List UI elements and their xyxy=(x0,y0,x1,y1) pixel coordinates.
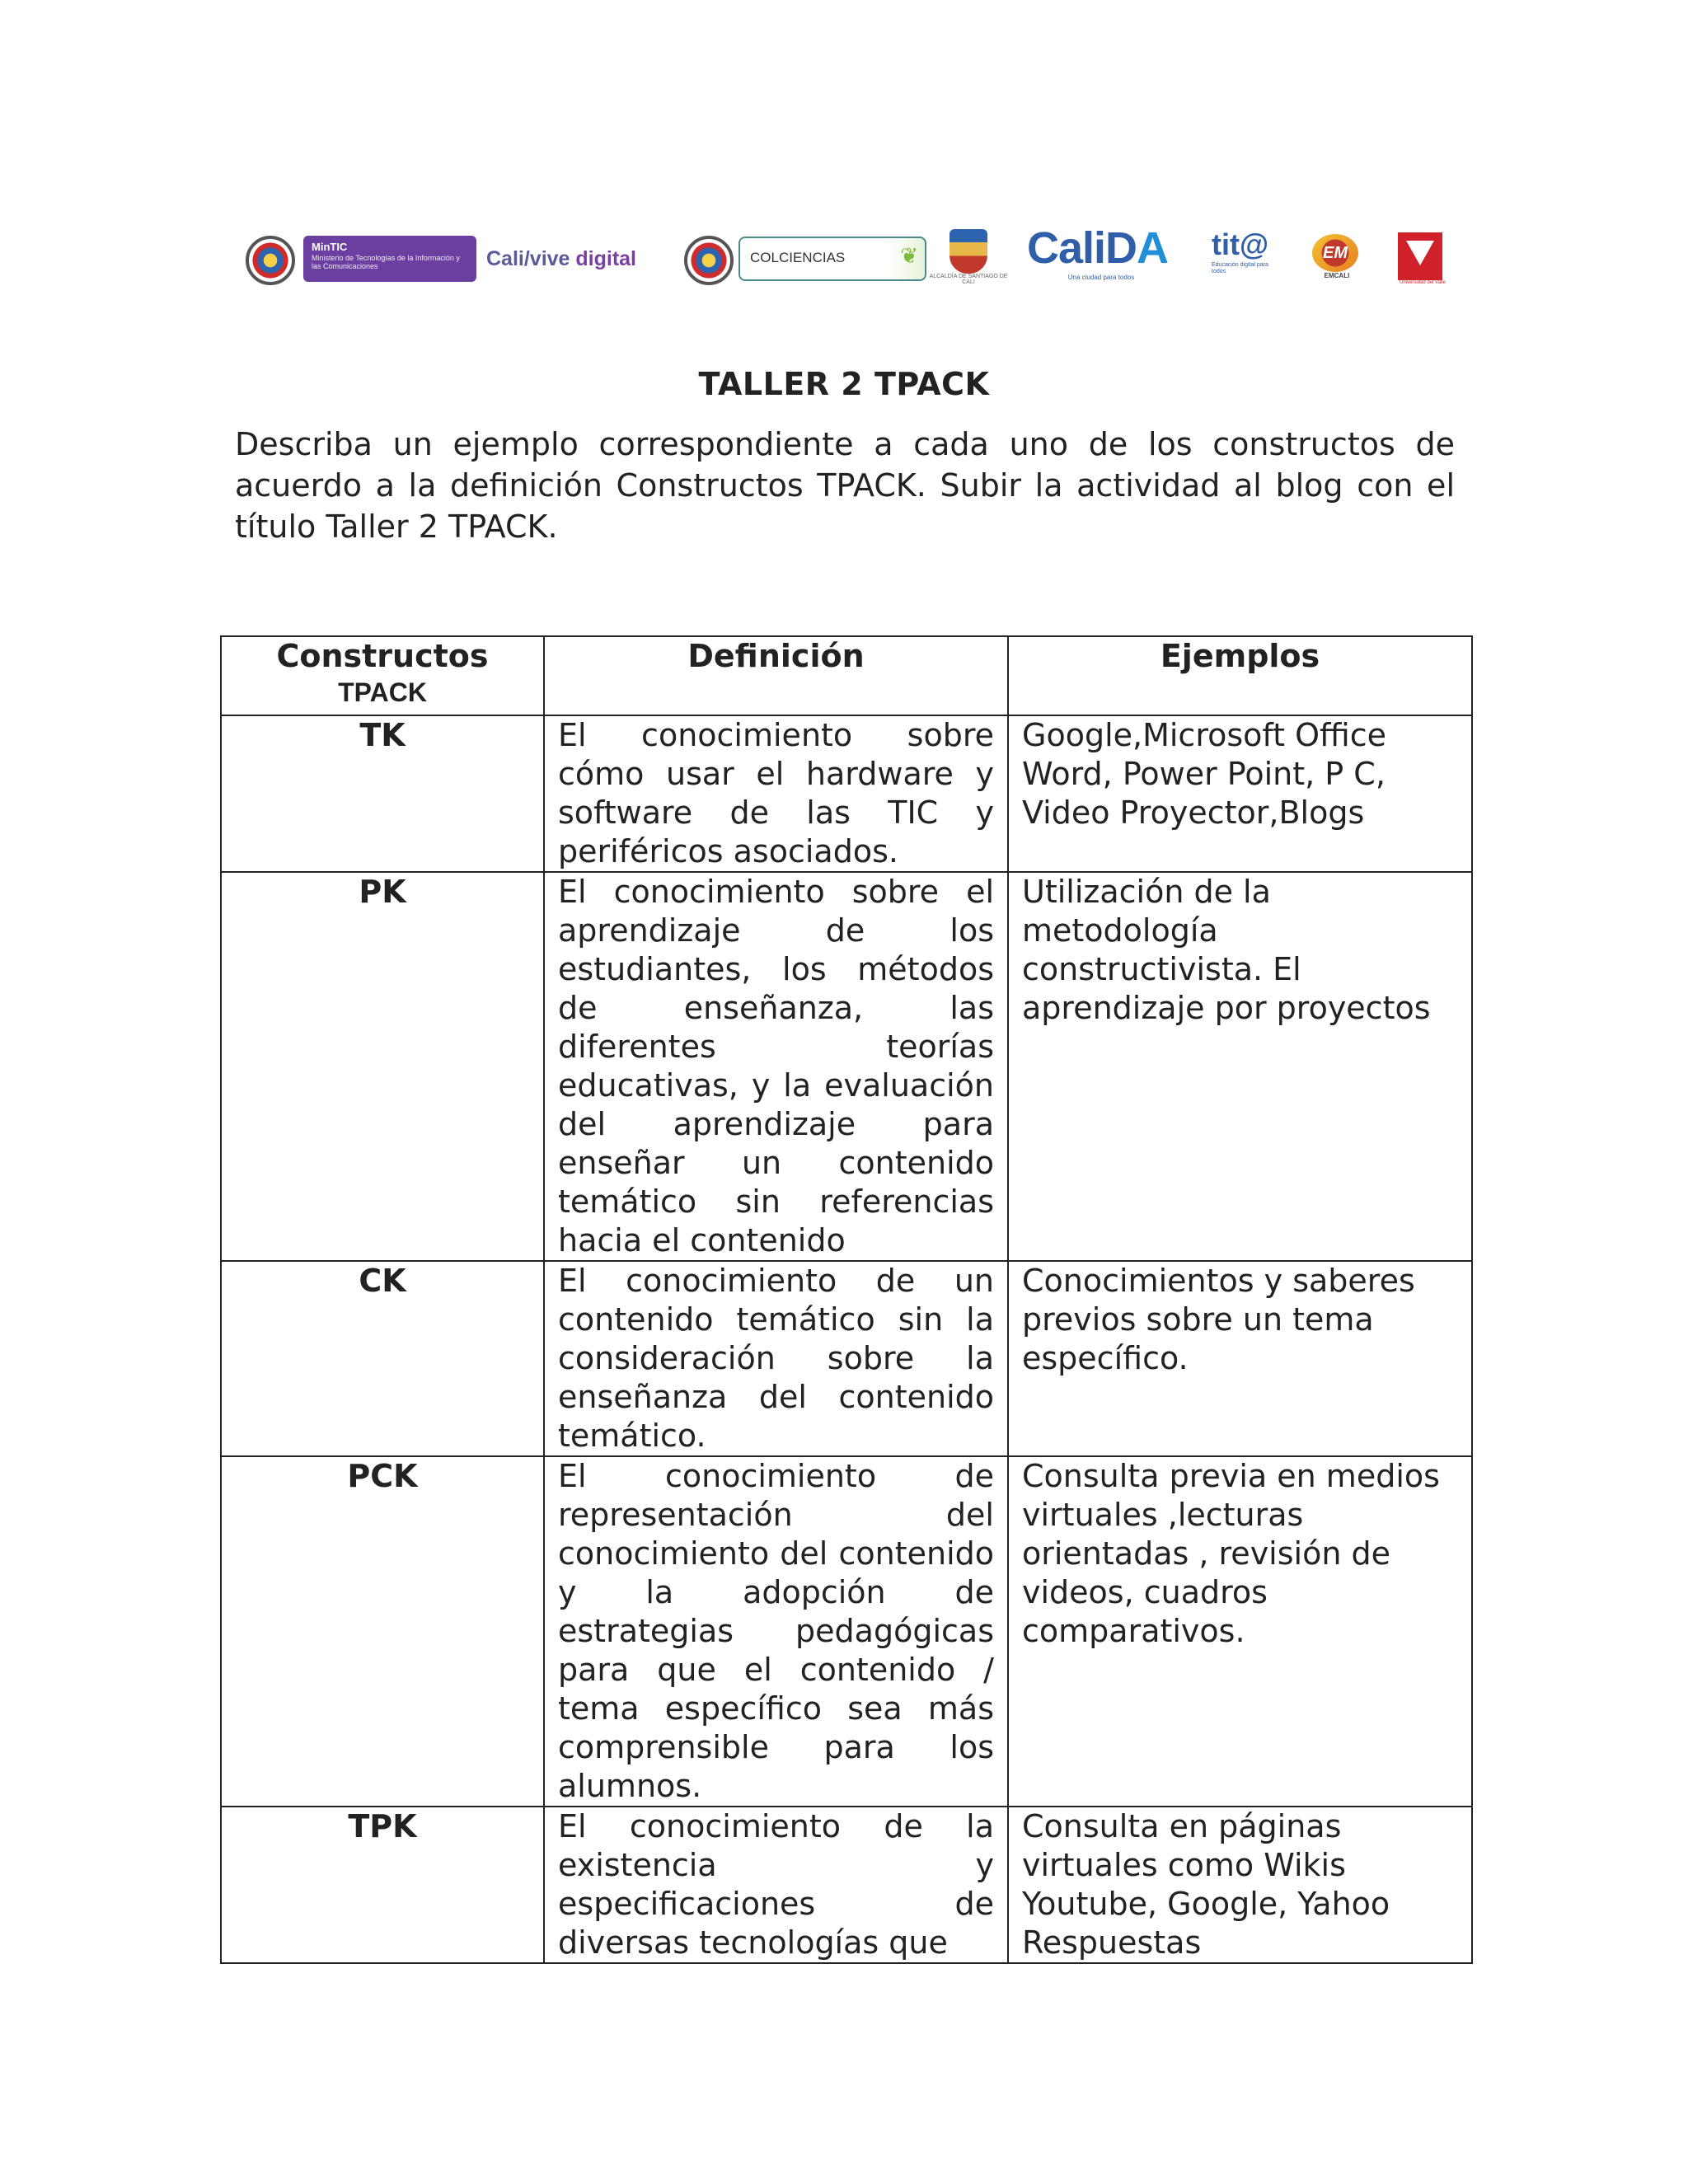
definition-cell: El conocimiento de representación del conocimiento del contenido y la adopción de estrategias pedagógicas para que el contenido / tema específico sea más comprensible para los alumnos. xyxy=(544,1456,1008,1807)
example-line: Google,Microsoft Office xyxy=(1022,717,1387,753)
univalle-logo xyxy=(1398,232,1447,286)
definition-cell: El conocimiento sobre el aprendizaje de los estudiantes, los métodos de enseñanza, las diferentes teorías educativas, y la evaluación del aprendizaje para enseñar un contenido temático sin referencias hacia el contenido xyxy=(544,872,1008,1261)
example-line: específico. xyxy=(1022,1340,1189,1376)
example-line: aprendizaje por proyectos xyxy=(1022,990,1431,1026)
definition-cell: El conocimiento sobre cómo usar el hardware y software de las TIC y periféricos asociados. xyxy=(544,715,1008,872)
header-ejemplos: Ejemplos xyxy=(1008,636,1472,715)
calida-accent: A xyxy=(1137,223,1169,273)
table-row xyxy=(221,1456,1472,1807)
mintic-logo-title: MinTIC xyxy=(312,241,348,253)
examples-cell xyxy=(1008,872,1472,1261)
mintic-logo xyxy=(303,236,476,282)
examples-cell xyxy=(1008,1261,1472,1456)
cali-vive-digital-logo xyxy=(486,247,636,271)
tita-logo xyxy=(1212,227,1278,274)
table-header-row xyxy=(221,636,1472,715)
table-row xyxy=(221,872,1472,1261)
example-line: videos, cuadros xyxy=(1022,1574,1268,1610)
definition-cell: El conocimiento de un contenido temático sin la consideración sobre la enseñanza del contenido temático. xyxy=(544,1261,1008,1456)
header-definicion: Definición xyxy=(544,636,1008,715)
document-title: TALLER 2 TPACK xyxy=(698,366,990,402)
sponsor-logo-strip xyxy=(239,223,1459,295)
table-row xyxy=(221,1807,1472,1963)
construct-code-cell: TPK xyxy=(221,1807,544,1963)
cali-vive-suffix: digital xyxy=(570,247,637,270)
cali-vive-prefix: Cali/vive xyxy=(486,247,570,270)
examples-cell xyxy=(1008,1456,1472,1807)
example-line: orientadas , revisión de xyxy=(1022,1535,1391,1572)
example-line: Consulta previa en medios xyxy=(1022,1458,1440,1494)
example-line: Consulta en páginas xyxy=(1022,1808,1342,1844)
table-row xyxy=(221,715,1472,872)
example-line: Word, Power Point, P C, xyxy=(1022,756,1386,792)
emcali-caption: EMCALI xyxy=(1324,272,1350,279)
emcali-logo xyxy=(1312,234,1362,279)
construct-code-cell: PCK xyxy=(221,1456,544,1807)
emcali-mark: EM xyxy=(1312,234,1358,272)
shield-icon xyxy=(950,229,987,274)
alcaldia-cali-logo xyxy=(923,229,1014,285)
examples-cell xyxy=(1008,715,1472,872)
example-line: metodología xyxy=(1022,912,1218,949)
univalle-mark xyxy=(1398,232,1442,280)
mintic-logo-subtitle: Ministerio de Tecnologías de la Información y las Comunicaciones xyxy=(312,253,460,271)
construct-code-cell: TK xyxy=(221,715,544,872)
tita-subtitle: Educación digital para todos xyxy=(1212,262,1268,274)
construct-code-cell: PK xyxy=(221,872,544,1261)
tpack-constructs-table xyxy=(220,635,1473,1964)
colciencias-label: COLCIENCIAS xyxy=(750,250,846,265)
example-line: virtuales como Wikis xyxy=(1022,1847,1346,1883)
header-constructos xyxy=(221,636,544,715)
example-line: previos sobre un tema xyxy=(1022,1301,1374,1338)
examples-cell xyxy=(1008,1807,1472,1963)
leaf-icon: ❦ xyxy=(900,243,918,268)
univalle-caption: Universidad del Valle xyxy=(1400,280,1446,285)
colombia-seal-logo xyxy=(246,236,295,285)
calida-main: CaliD xyxy=(1027,223,1137,273)
example-line: Conocimientos y saberes xyxy=(1022,1263,1415,1299)
alcaldia-caption: ALCALDÍA DE SANTIAGO DE CALI xyxy=(929,274,1008,285)
example-line: comparativos. xyxy=(1022,1613,1245,1649)
calida-tagline: Una ciudad para todos xyxy=(1067,274,1135,281)
example-line: Youtube, Google, Yahoo xyxy=(1022,1886,1390,1922)
table-row xyxy=(221,1261,1472,1456)
tita-mark: tit@ xyxy=(1212,227,1269,261)
colombia-seal-logo-2 xyxy=(684,236,734,285)
intro-paragraph: Describa un ejemplo correspondiente a cada uno de los constructos de acuerdo a la definición Constructos TPACK. Subir la actividad al blog con el título Taller 2 TPACK. xyxy=(235,426,1455,545)
example-line: constructivista. El xyxy=(1022,951,1301,987)
example-line: virtuales ,lecturas xyxy=(1022,1497,1304,1533)
header-constructos-sub: TPACK xyxy=(338,677,427,707)
example-line: Respuestas xyxy=(1022,1924,1202,1961)
example-line: Utilización de la xyxy=(1022,874,1271,910)
header-constructos-label: Constructos xyxy=(276,638,489,674)
calida-logo xyxy=(1027,223,1175,281)
colciencias-logo xyxy=(738,237,926,281)
construct-code-cell: CK xyxy=(221,1261,544,1456)
table-body xyxy=(221,715,1472,1963)
definition-cell: El conocimiento de la existencia y especificaciones de diversas tecnologías que xyxy=(544,1807,1008,1963)
example-line: Video Proyector,Blogs xyxy=(1022,794,1365,831)
